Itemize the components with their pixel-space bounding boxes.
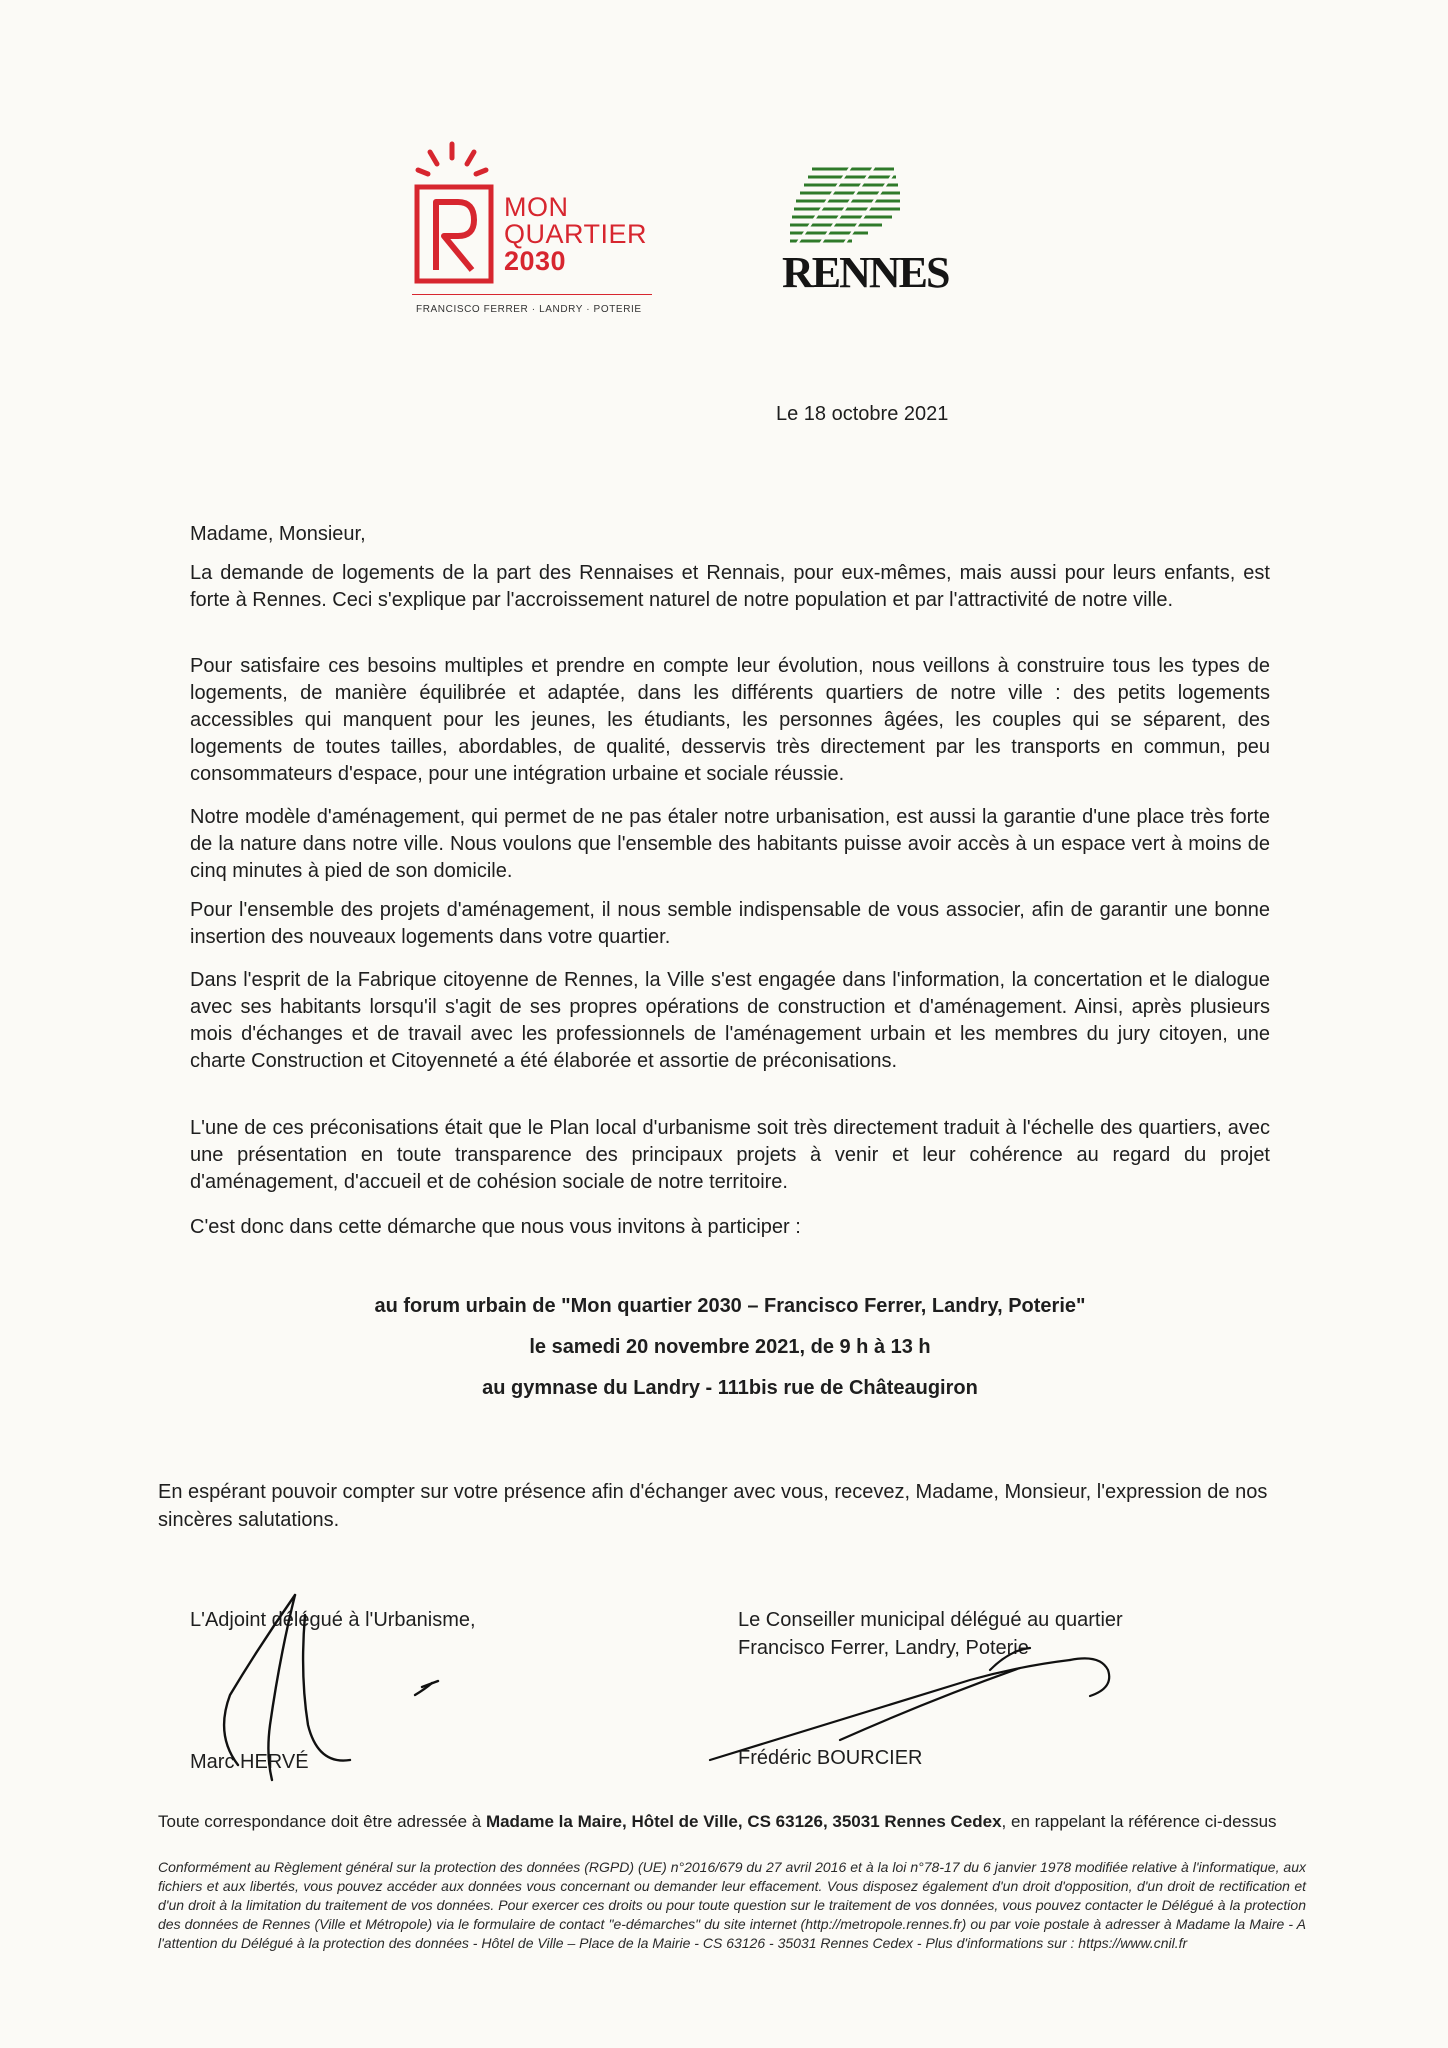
right-signatory-name: Frédéric BOURCIER xyxy=(738,1747,923,1769)
invitation-forum: au forum urbain de "Mon quartier 2030 – Francisco Ferrer, Landry, Poterie" xyxy=(374,1295,1086,1317)
handwritten-signature-herve xyxy=(200,1585,460,1785)
logo-line-mon: MON xyxy=(504,192,569,222)
logo-line-year: 2030 xyxy=(504,246,567,276)
left-signatory-name: Marc HERVÉ xyxy=(190,1751,309,1773)
logo-line-quartier: QUARTIER xyxy=(504,219,648,249)
r-monogram-icon xyxy=(414,184,494,284)
paragraph-6: L'une de ces préconisations était que le Plan local d'urbanisme soit très directement traduit à l'échelle des quartiers, avec une présentation en toute transparence des principaux projets à venir et leur cohérence au regard du projet d'aménagement, d'accueil et de cohésion sociale de notre territoire. xyxy=(190,1117,1270,1193)
paragraph-5: Dans l'esprit de la Fabrique citoyenne de Rennes, la Ville s'est engagée dans l'information, la concertation et le dialogue avec ses habitants lorsqu'il s'agit de ses propres opérations de construction et d'aménagement. Ainsi, après plusieurs mois d'échanges et de travail avec les professionnels de l'aménagement urbain et les membres du jury citoyen, une charte Construction et Citoyenneté a été élaborée et assortie de préconisations. xyxy=(190,969,1270,1072)
rennes-logo xyxy=(782,165,949,310)
letter-date: Le 18 octobre 2021 xyxy=(776,403,949,425)
paragraph-7: C'est donc dans cette démarche que nous vous invitons à participer : xyxy=(190,1216,801,1238)
paragraph-2: Pour satisfaire ces besoins multiples et prendre en compte leur évolution, nous veillons à construire tous les types de logements, de manière équilibrée et adaptée, dans les différents quartiers de notre ville : des petits logements accessibles qui manquent pour les jeunes, les étudiants, les personnes âgées, les couples qui se séparent, des logements de toutes tailles, abordables, de qualité, desservis très directement par les transports en commun, peu consommateurs d'espace, pour une intégration urbaine et sociale réussie. xyxy=(190,655,1270,785)
correspondence-notice xyxy=(158,1812,1277,1832)
rennes-emblem-icon xyxy=(782,165,942,255)
salutation: Madame, Monsieur, xyxy=(190,523,366,545)
mon-quartier-wordmark xyxy=(504,194,647,275)
right-signatory-title-2: Francisco Ferrer, Landry, Poterie xyxy=(738,1637,1029,1659)
paragraph-3: Notre modèle d'aménagement, qui permet de ne pas étaler notre urbanisation, est aussi la garantie d'une place très forte de la nature dans notre ville. Nous voulons que l'ensemble des habitants puisse avoir accès à un espace vert à moins de cinq minutes à pied de son domicile. xyxy=(190,806,1270,882)
invitation-venue: au gymnase du Landry - 111bis rue de Châteaugiron xyxy=(482,1377,978,1399)
correspondence-suffix: , en rappelant la référence ci-dessus xyxy=(1001,1812,1277,1831)
sunburst-icon xyxy=(412,140,492,184)
handwritten-signature-bourcier xyxy=(690,1640,1120,1770)
paragraph-1: La demande de logements de la part des Rennaises et Rennais, pour eux-mêmes, mais aussi pour leurs enfants, est forte à Rennes. Ceci s'explique par l'accroissement naturel de notre population et par l'attractivité de notre ville. xyxy=(190,562,1270,611)
paragraph-4: Pour l'ensemble des projets d'aménagement, il nous semble indispensable de vous associer, afin de garantir une bonne insertion des nouveaux logements dans votre quartier. xyxy=(190,899,1270,948)
rennes-wordmark: RENNES xyxy=(782,248,949,297)
invitation-date: le samedi 20 novembre 2021, de 9 h à 13 h xyxy=(529,1336,931,1358)
mon-quartier-logo xyxy=(412,140,662,325)
right-signatory-title-1: Le Conseiller municipal délégué au quartier xyxy=(738,1609,1123,1631)
closing-paragraph: En espérant pouvoir compter sur votre présence afin d'échanger avec vous, recevez, Madame, Monsieur, l'expression de nos sincères salutations. xyxy=(158,1481,1268,1531)
correspondence-prefix: Toute correspondance doit être adressée à xyxy=(158,1812,486,1831)
rgpd-notice: Conformément au Règlement général sur la protection des données (RGPD) (UE) n°2016/679 du 27 avril 2016 et à la loi n°78-17 du 6 janvier 1978 modifiée relative à l'informatique, aux fichiers et aux libertés, vous pouvez accéder aux données vous concernant ou demander leur effacement. Vous disposez également d'un droit d'opposition, d'un droit de rectification et d'un droit à la limitation du traitement de vos données. Pour exercer ces droits ou pour toute question sur le traitement de vos données, vous pouvez contacter le Délégué à la protection des données de Rennes (Ville et Métropole) via le formulaire de contact "e-démarches" du site internet (http://metropole.rennes.fr) ou par voie postale à adresser à Madame la Maire - A l'attention du Délégué à la protection des données - Hôtel de Ville – Place de la Mairie - CS 63126 - 35031 Rennes Cedex - Plus d'informations sur : https://www.cnil.fr xyxy=(158,1859,1306,1951)
logo-subtitle: FRANCISCO FERRER · LANDRY · POTERIE xyxy=(416,304,642,315)
logo-divider xyxy=(412,294,652,295)
left-signatory-title: L'Adjoint délégué à l'Urbanisme, xyxy=(190,1609,476,1631)
correspondence-address: Madame la Maire, Hôtel de Ville, CS 63126, 35031 Rennes Cedex xyxy=(485,1812,1002,1831)
